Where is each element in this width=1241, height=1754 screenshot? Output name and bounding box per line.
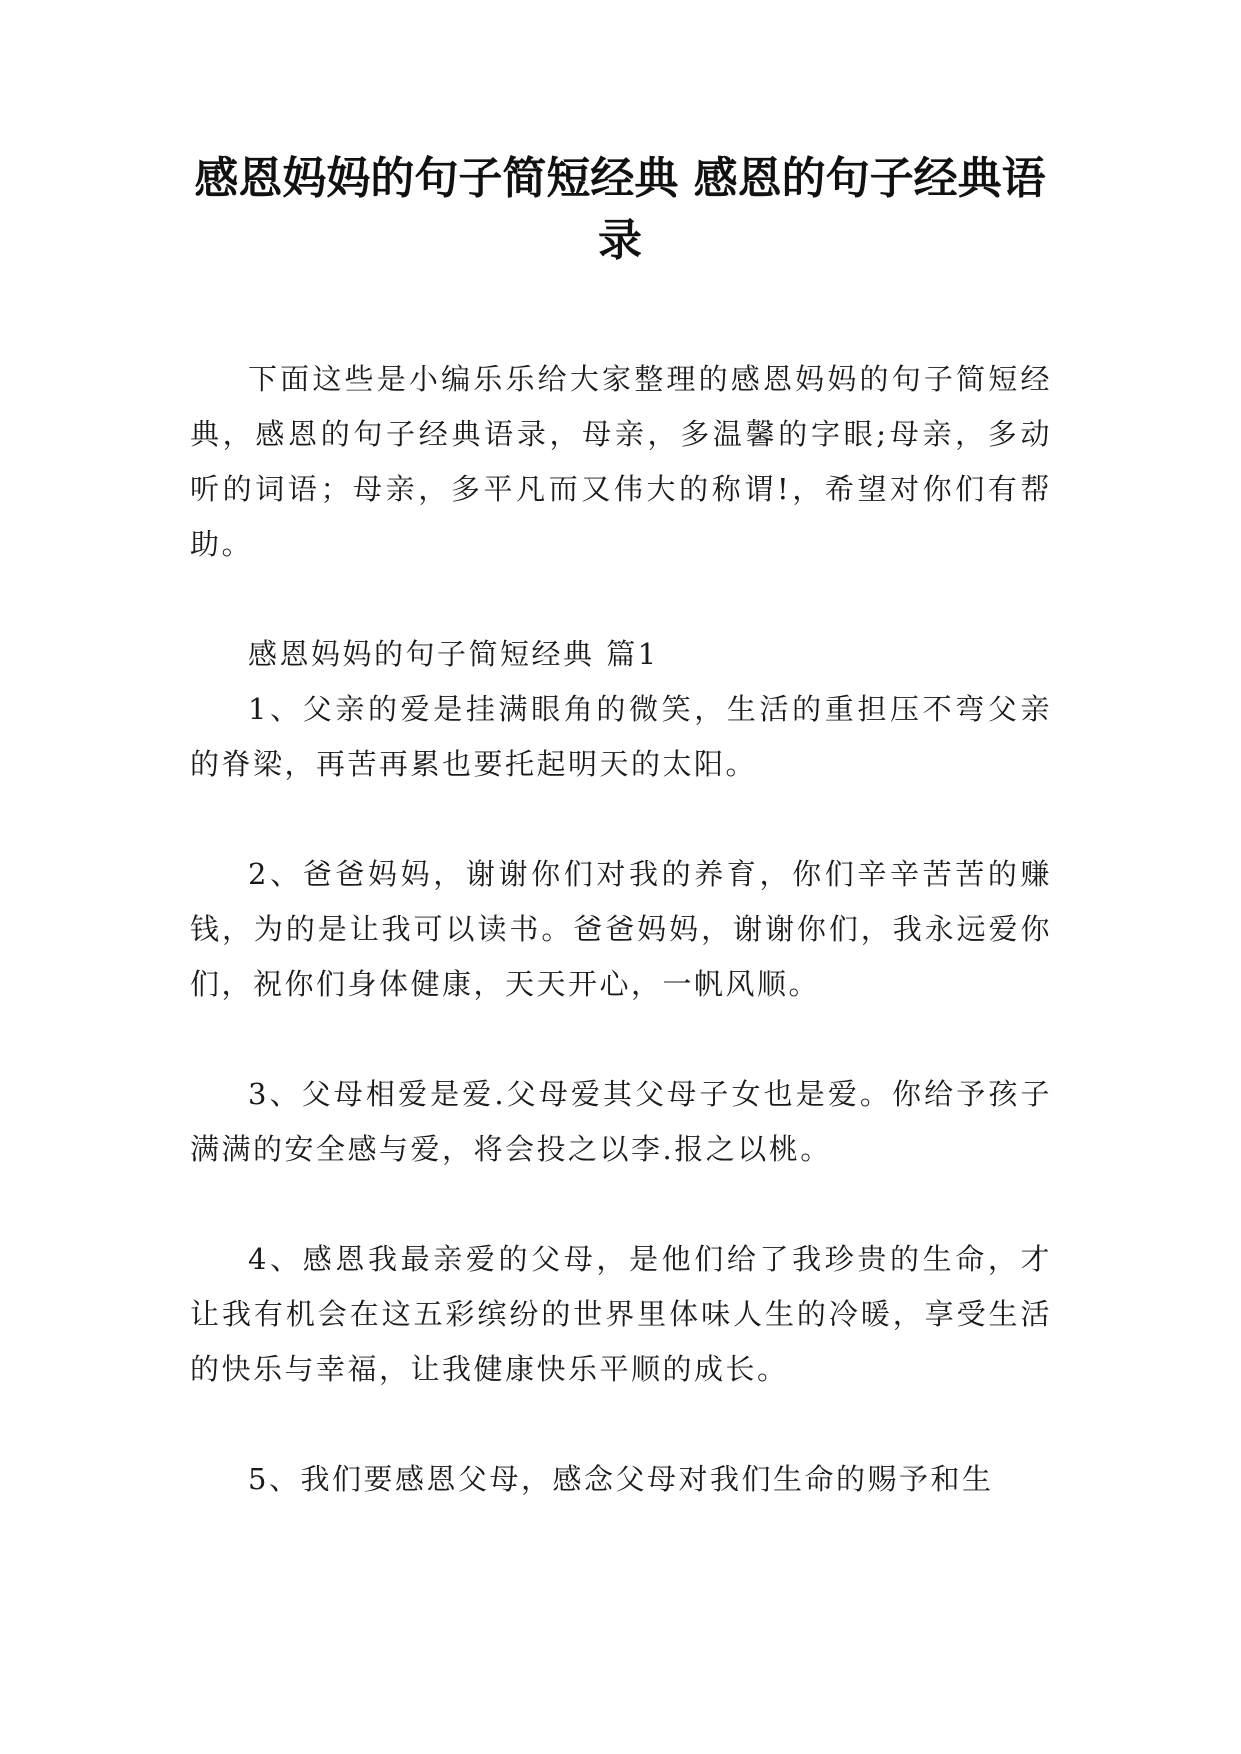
list-item: 3、父母相爱是爱.父母爱其父母子女也是爱。你给予孩子满满的安全感与爱，将会投之以李.报之以桃。	[190, 1077, 1052, 1166]
list-item: 2、爸爸妈妈，谢谢你们对我的养育，你们辛辛苦苦的赚钱，为的是让我可以读书。爸爸妈妈，谢谢你们，我永远爱你们，祝你们身体健康，天天开心，一帆风顺。	[190, 857, 1052, 1001]
list-item: 4、感恩我最亲爱的父母，是他们给了我珍贵的生命，才让我有机会在这五彩缤纷的世界里体味人生的冷暖，享受生活的快乐与幸福，让我健康快乐平顺的成长。	[190, 1242, 1052, 1386]
section-heading: 感恩妈妈的句子简短经典 篇1	[248, 637, 659, 671]
list-item: 1、父亲的爱是挂满眼角的微笑，生活的重担压不弯父亲的脊梁，再苦再累也要托起明天的太阳。	[190, 692, 1052, 781]
intro-paragraph: 下面这些是小编乐乐给大家整理的感恩妈妈的句子简短经典，感恩的句子经典语录，母亲，多温馨的字眼;母亲，多动听的词语；母亲，多平凡而又伟大的称谓!，希望对你们有帮助。	[190, 362, 1052, 561]
document-body	[190, 352, 1052, 1507]
list-item: 5、我们要感恩父母，感念父母对我们生命的赐予和生	[248, 1462, 994, 1496]
document-title: 感恩妈妈的句子简短经典 感恩的句子经典语录	[194, 153, 1046, 266]
